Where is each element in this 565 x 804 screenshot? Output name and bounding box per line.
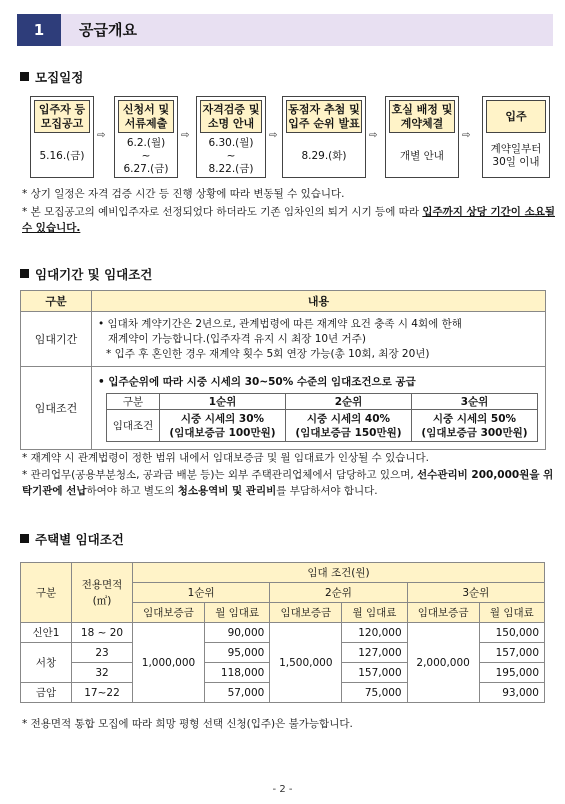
inner-col-rank-3: 3순위 — [412, 394, 538, 410]
row-area: 23 — [72, 643, 133, 663]
lease-period-content — [92, 312, 546, 367]
schedule-step-date: 5.16.(금) — [39, 149, 85, 162]
lease-note-1: * 재계약 시 관계법령이 정한 범위 내에서 임대보증금 및 월 임대료가 인상될 수 있습니다. — [22, 452, 429, 464]
rent-rank-3: 93,000 — [479, 683, 544, 703]
rent-rank-3: 150,000 — [479, 623, 544, 643]
lease-col-category: 구분 — [21, 291, 92, 312]
lease-period-line-1: • 임대차 계약기간은 2년으로, 관계법령에 따른 재계약 요건 충족 시 4회에 한해 — [98, 317, 462, 330]
inner-rank-3-value: 시중 시세의 50% (임대보증금 300만원) — [412, 410, 538, 442]
row-name: 금암 — [21, 683, 72, 703]
rent-rank-2: 127,000 — [342, 643, 407, 663]
schedule-note-1: * 상기 일정은 자격 검증 시간 등 진행 상황에 따라 변동될 수 있습니다. — [22, 188, 345, 200]
inner-col-rank-1: 1순위 — [160, 394, 286, 410]
schedule-step — [482, 96, 550, 178]
row-area: 18 ~ 20 — [72, 623, 133, 643]
row-name: 신안1 — [21, 623, 72, 643]
lease-cond-label: 임대조건 — [21, 367, 92, 450]
housing-col-category: 구분 — [21, 563, 72, 623]
schedule-step-title: 호실 배정 및 계약체결 — [389, 100, 455, 133]
schedule-step — [196, 96, 266, 178]
inner-row-label: 임대조건 — [107, 410, 160, 442]
housing-col-deposit-1: 임대보증금 — [133, 603, 205, 623]
housing-col-deposit-3: 임대보증금 — [407, 603, 479, 623]
rent-rank-2: 157,000 — [342, 663, 407, 683]
housing-note: * 전용면적 통합 모집에 따라 희망 평형 선택 신청(입주)은 불가능합니다. — [22, 718, 353, 730]
schedule-heading: 모집일정 — [20, 68, 83, 86]
lease-col-content: 내용 — [92, 291, 546, 312]
schedule-step — [114, 96, 178, 178]
lease-cond-content — [92, 367, 546, 450]
housing-col-conditions: 임대 조건(원) — [133, 563, 545, 583]
section-number: 1 — [17, 14, 61, 46]
inner-col-category: 구분 — [107, 394, 160, 410]
page-number: - 2 - — [272, 784, 293, 795]
housing-col-deposit-2: 임대보증금 — [270, 603, 342, 623]
schedule-step-title: 자격검증 및 소명 안내 — [200, 100, 262, 133]
schedule-step — [385, 96, 459, 178]
schedule-step — [30, 96, 94, 178]
lease-period-line-3: * 입주 후 혼인한 경우 재계약 횟수 5회 연장 가능(총 10회, 최장 20년) — [106, 347, 430, 360]
square-bullet-icon — [20, 534, 29, 543]
inner-col-rank-2: 2순위 — [286, 394, 412, 410]
housing-col-rent-1: 월 임대료 — [204, 603, 269, 623]
schedule-note-2: * 본 모집공고의 예비입주자로 선정되었다 하더라도 기존 임차인의 퇴거 시기 등에 따라 입주까지 상당 기간이 소요될 수 있습니다. — [22, 206, 555, 234]
housing-col-rent-3: 월 임대료 — [479, 603, 544, 623]
arrow-right-icon: ⇨ — [97, 130, 106, 141]
lease-period-line-2: 재계약이 가능합니다.(입주자격 유지 시 최장 10년 거주) — [108, 332, 366, 345]
housing-table — [20, 562, 545, 703]
row-area: 32 — [72, 663, 133, 683]
section-header — [17, 14, 553, 46]
rent-rank-2: 120,000 — [342, 623, 407, 643]
rent-rank-3: 157,000 — [479, 643, 544, 663]
schedule-step-date: 8.29.(화) — [301, 149, 347, 162]
section-title: 공급개요 — [79, 21, 137, 39]
schedule-step-date: 6.30.(월) ~ 8.22.(금) — [208, 136, 254, 175]
schedule-step-date: 계약일부터 30일 이내 — [490, 143, 542, 168]
deposit-rank-3: 2,000,000 — [407, 623, 479, 703]
deposit-rank-1: 1,000,000 — [133, 623, 205, 703]
schedule-step-title: 신청서 및 서류제출 — [118, 100, 174, 133]
arrow-right-icon: ⇨ — [462, 130, 471, 141]
housing-col-rank-2: 2순위 — [270, 583, 407, 603]
row-area: 17~22 — [72, 683, 133, 703]
schedule-step-title: 동점자 추첨 및 입주 순위 발표 — [286, 100, 362, 133]
housing-col-rent-2: 월 임대료 — [342, 603, 407, 623]
table-row — [21, 623, 545, 643]
schedule-step — [282, 96, 366, 178]
lease-period-label: 임대기간 — [21, 312, 92, 367]
lease-table — [20, 290, 546, 450]
rent-rank-1: 95,000 — [204, 643, 269, 663]
housing-col-area: 전용면적 (㎡) — [72, 563, 133, 623]
rent-rank-2: 75,000 — [342, 683, 407, 703]
inner-rank-1-value: 시중 시세의 30% (임대보증금 100만원) — [160, 410, 286, 442]
arrow-right-icon: ⇨ — [181, 130, 190, 141]
lease-inner-table — [106, 393, 538, 442]
housing-col-rank-1: 1순위 — [133, 583, 270, 603]
rent-rank-1: 118,000 — [204, 663, 269, 683]
schedule-step-title: 입주자 등 모집공고 — [34, 100, 90, 133]
arrow-right-icon: ⇨ — [369, 130, 378, 141]
schedule-step-date: 6.2.(월) ~ 6.27.(금) — [123, 136, 169, 175]
schedule-step-title: 입주 — [486, 100, 546, 133]
deposit-rank-2: 1,500,000 — [270, 623, 342, 703]
lease-note-2: * 관리업무(공용부분청소, 공과금 배분 등)는 외부 주택관리업체에서 담당하고 있으며, 선수관리비 200,000원을 위탁기관에 선납하여야 하고 별도의 청소용역비 및 관리비를 부담하셔야 합니다. — [22, 469, 554, 497]
arrow-right-icon: ⇨ — [269, 130, 278, 141]
row-name: 서창 — [21, 643, 72, 683]
square-bullet-icon — [20, 269, 29, 278]
lease-heading: 임대기간 및 임대조건 — [20, 265, 152, 283]
rent-rank-3: 195,000 — [479, 663, 544, 683]
housing-heading: 주택별 임대조건 — [20, 530, 124, 548]
inner-rank-2-value: 시중 시세의 40% (임대보증금 150만원) — [286, 410, 412, 442]
rent-rank-1: 90,000 — [204, 623, 269, 643]
schedule-step-date: 개별 안내 — [400, 149, 444, 162]
housing-col-rank-3: 3순위 — [407, 583, 544, 603]
square-bullet-icon — [20, 72, 29, 81]
rent-rank-1: 57,000 — [204, 683, 269, 703]
lease-cond-intro: • 입주순위에 따라 시중 시세의 30~50% 수준의 임대조건으로 공급 — [98, 376, 416, 388]
